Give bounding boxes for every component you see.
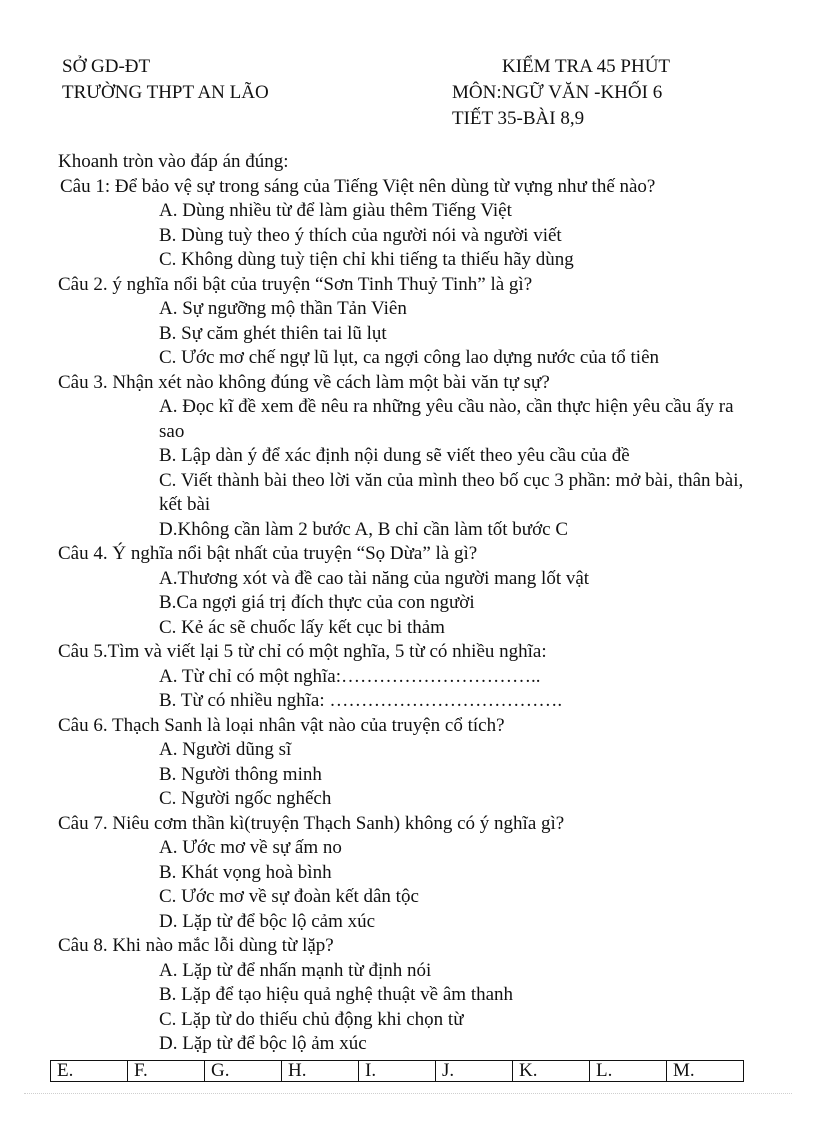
answer-option[interactable]: C. Ước mơ chế ngự lũ lụt, ca ngợi công lao dựng nước của tổ tiên [159,347,660,368]
answer-option[interactable]: D. Lặp từ để bộc lộ ảm xúc [159,1033,367,1054]
answer-table-row [51,1061,744,1082]
answer-option[interactable]: A. Người dũng sĩ [159,739,292,760]
answer-option[interactable]: C. Người ngốc nghếch [159,788,332,809]
answer-cell[interactable]: J. [436,1061,513,1082]
question-5 [58,640,778,714]
department-name: SỞ GD-ĐT [62,56,151,77]
answer-option[interactable]: C. Ước mơ về sự đoàn kết dân tộc [159,886,419,907]
answer-option[interactable]: C. Không dùng tuỳ tiện chỉ khi tiếng ta thiếu hãy dùng [159,249,574,270]
exam-lesson: TIẾT 35-BÀI 8,9 [452,108,585,129]
answer-option[interactable]: B. Sự căm ghét thiên tai lũ lụt [159,322,387,344]
answer-option[interactable]: B. Người thông minh [159,763,322,785]
answer-cell[interactable]: F. [128,1061,205,1082]
answer-option[interactable]: A. Lặp từ để nhấn mạnh từ định nói [159,959,432,981]
page-bottom-divider [24,1093,792,1094]
question-text: Câu 5.Tìm và viết lại 5 từ chỉ có một nghĩa, 5 từ có nhiều nghĩa: [58,641,547,662]
exam-title: KIỂM TRA 45 PHÚT [502,56,671,77]
answer-option[interactable]: B.Ca ngợi giá trị đích thực của con người [159,592,475,613]
question-6 [58,714,778,812]
question-4 [58,542,778,640]
answer-option[interactable]: B. Dùng tuỳ theo ý thích của người nói và người viết [159,224,562,246]
answer-option[interactable]: A. Sự ngưỡng mộ thần Tản Viên [159,298,407,319]
exam-content [58,150,778,1057]
question-2 [58,273,778,371]
question-text: Câu 7. Niêu cơm thần kì(truyện Thạch Sanh) không có ý nghĩa gì? [58,812,565,834]
question-text: Câu 4. Ý nghĩa nổi bật nhất của truyện “Sọ Dừa” là gì? [58,543,478,564]
answer-option[interactable]: A. Đọc kĩ đề xem đề nêu ra những yêu cầu nào, cần thực hiện yêu cầu ấy ra sao [159,396,734,442]
answer-cell[interactable]: L. [590,1061,667,1082]
exam-header [452,54,670,132]
school-name: TRƯỜNG THPT AN LÃO [62,82,269,103]
answer-option[interactable]: C. Viết thành bài theo lời văn của mình theo bố cục 3 phần: mở bài, thân bài, kết bài [159,469,744,515]
answer-option[interactable]: B. Lặp để tạo hiệu quả nghệ thuật về âm thanh [159,984,514,1005]
question-text: Câu 8. Khi nào mắc lỗi dùng từ lặp? [58,935,334,956]
question-3 [58,371,778,543]
instruction: Khoanh tròn vào đáp án đúng: [58,151,289,172]
answer-cell[interactable]: E. [51,1061,128,1082]
answer-cell[interactable]: M. [667,1061,744,1082]
answer-option[interactable]: A.Thương xót và đề cao tài năng của người mang lốt vật [159,567,590,589]
question-text: Câu 1: Để bảo vệ sự trong sáng của Tiếng Việt nên dùng từ vựng như thế nào? [60,175,656,197]
answer-option[interactable]: D. Lặp từ để bộc lộ cảm xúc [159,910,376,932]
answer-option[interactable]: C. Lặp từ do thiếu chủ động khi chọn từ [159,1008,464,1030]
answer-blank[interactable]: A. Từ chỉ có một nghĩa:………………………….. [159,665,541,687]
answer-blank[interactable]: B. Từ có nhiều nghĩa: ………………………………. [159,690,563,711]
answer-option[interactable]: D.Không cần làm 2 bước A, B chỉ cần làm tốt bước C [159,518,569,540]
question-1 [58,175,778,273]
school-header [62,54,269,106]
answer-option[interactable]: A. Dùng nhiều từ để làm giàu thêm Tiếng Việt [159,200,512,221]
question-text: Câu 2. ý nghĩa nổi bật của truyện “Sơn Tinh Thuỷ Tinh” là gì? [58,273,533,295]
question-text: Câu 6. Thạch Sanh là loại nhân vật nào của truyện cổ tích? [58,714,505,736]
question-text: Câu 3. Nhận xét nào không đúng về cách làm một bài văn tự sự? [58,371,550,393]
answer-option[interactable]: A. Ước mơ về sự ấm no [159,837,342,858]
answer-option[interactable]: B. Lập dàn ý để xác định nội dung sẽ viết theo yêu cầu của đề [159,445,630,466]
answer-table [50,1060,744,1082]
answer-option[interactable]: B. Khát vọng hoà bình [159,861,332,883]
question-7 [58,812,778,935]
answer-cell[interactable]: I. [359,1061,436,1082]
answer-cell[interactable]: K. [513,1061,590,1082]
answer-cell[interactable]: G. [205,1061,282,1082]
answer-cell[interactable]: H. [282,1061,359,1082]
exam-subject: MÔN:NGỮ VĂN -KHỐI 6 [452,82,663,103]
answer-option[interactable]: C. Kẻ ác sẽ chuốc lấy kết cục bi thảm [159,616,445,638]
question-8 [58,934,778,1057]
